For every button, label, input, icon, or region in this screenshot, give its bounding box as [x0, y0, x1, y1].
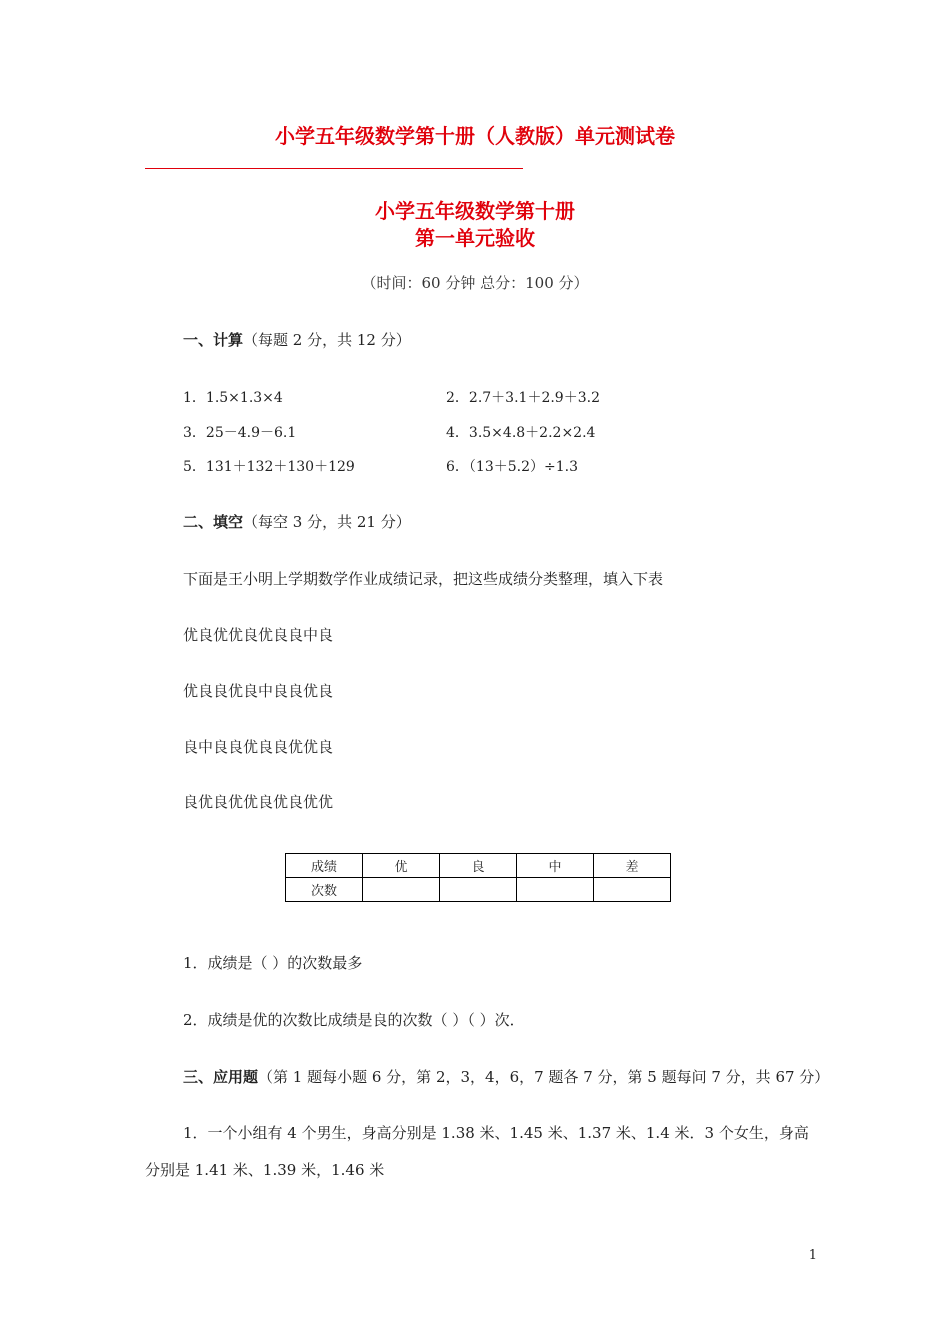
calc-item-num: 2．: [446, 390, 469, 406]
table-cell-blank[interactable]: [363, 878, 440, 902]
calc-item-4: [446, 422, 595, 442]
calc-item-expr: 1.5×1.3×4: [205, 390, 283, 406]
calc-item-expr: （13＋5.2）÷1.3: [468, 459, 578, 475]
section1-head: 一、计算: [183, 331, 244, 349]
unit-title: [0, 198, 950, 252]
section3-head: 三、应用题: [183, 1068, 259, 1086]
table-header-row: [286, 854, 671, 878]
calc-item-num: 4．: [446, 425, 469, 441]
table-cell: 良: [440, 854, 517, 878]
table-row: [286, 878, 671, 902]
section2-note: （每空 3 分，共 21 分）: [243, 513, 411, 531]
calc-item-expr: 25－4.9－6.1: [205, 425, 297, 441]
table-cell-blank[interactable]: [440, 878, 517, 902]
grade-row-3: 良中良良优良良优优良: [183, 738, 334, 756]
grade-row-4: 良优良优优良优良优优: [183, 793, 334, 811]
fill-question-1: 1．成绩是（ ）的次数最多: [183, 954, 363, 972]
calc-item-5: [183, 456, 355, 476]
unit-title-line1: 小学五年级数学第十册: [375, 199, 575, 223]
calc-item-6: [446, 456, 578, 476]
section3-title: [183, 1066, 829, 1087]
calc-item-2: [446, 387, 600, 407]
calc-item-expr: 131＋132＋130＋129: [205, 459, 355, 475]
table-cell: 次数: [286, 878, 363, 902]
page-number: 1: [808, 1248, 817, 1263]
section1-note: （每题 2 分，共 12 分）: [243, 331, 411, 349]
app-question-1-line2: 分别是 1.41 米、1.39 米，1.46 米: [145, 1161, 385, 1179]
table-cell: 优: [363, 854, 440, 878]
score-table: [285, 853, 671, 902]
grade-row-2: 优良良优良中良良优良: [183, 682, 334, 700]
calc-item-num: 6．: [446, 459, 469, 475]
title-underline: [145, 168, 523, 169]
app-question-1-line1: 1．一个小组有 4 个男生，身高分别是 1.38 米、1.45 米、1.37 米、1.4 米．3 个女生，身高: [183, 1124, 809, 1142]
table-cell-blank[interactable]: [594, 878, 671, 902]
calc-item-num: 3．: [183, 425, 206, 441]
calc-item-1: [183, 387, 283, 407]
section2-title: [183, 511, 411, 532]
table-cell-blank[interactable]: [517, 878, 594, 902]
calc-item-expr: 3.5×4.8＋2.2×2.4: [468, 425, 596, 441]
calc-item-3: [183, 422, 296, 442]
document-title: 小学五年级数学第十册（人教版）单元测试卷: [275, 124, 675, 148]
table-cell: 中: [517, 854, 594, 878]
time-info: （时间：60 分钟 总分：100 分）: [361, 274, 589, 292]
table-cell: 差: [594, 854, 671, 878]
section2-intro: 下面是王小明上学期数学作业成绩记录，把这些成绩分类整理，填入下表: [183, 570, 664, 588]
table-cell: 成绩: [286, 854, 363, 878]
calc-item-expr: 2.7＋3.1＋2.9＋3.2: [468, 390, 600, 406]
unit-title-line2: 第一单元验收: [415, 226, 535, 250]
section2-head: 二、填空: [183, 513, 244, 531]
grade-row-1: 优良优优良优良良中良: [183, 626, 334, 644]
calc-item-num: 5．: [183, 459, 206, 475]
calc-item-num: 1．: [183, 390, 206, 406]
section3-note: （第 1 题每小题 6 分，第 2，3，4，6，7 题各 7 分，第 5 题每问 7 分，共 67 分）: [258, 1068, 830, 1086]
section1-title: [183, 329, 411, 350]
fill-question-2: 2．成绩是优的次数比成绩是良的次数（ ）（ ）次．: [183, 1011, 525, 1029]
